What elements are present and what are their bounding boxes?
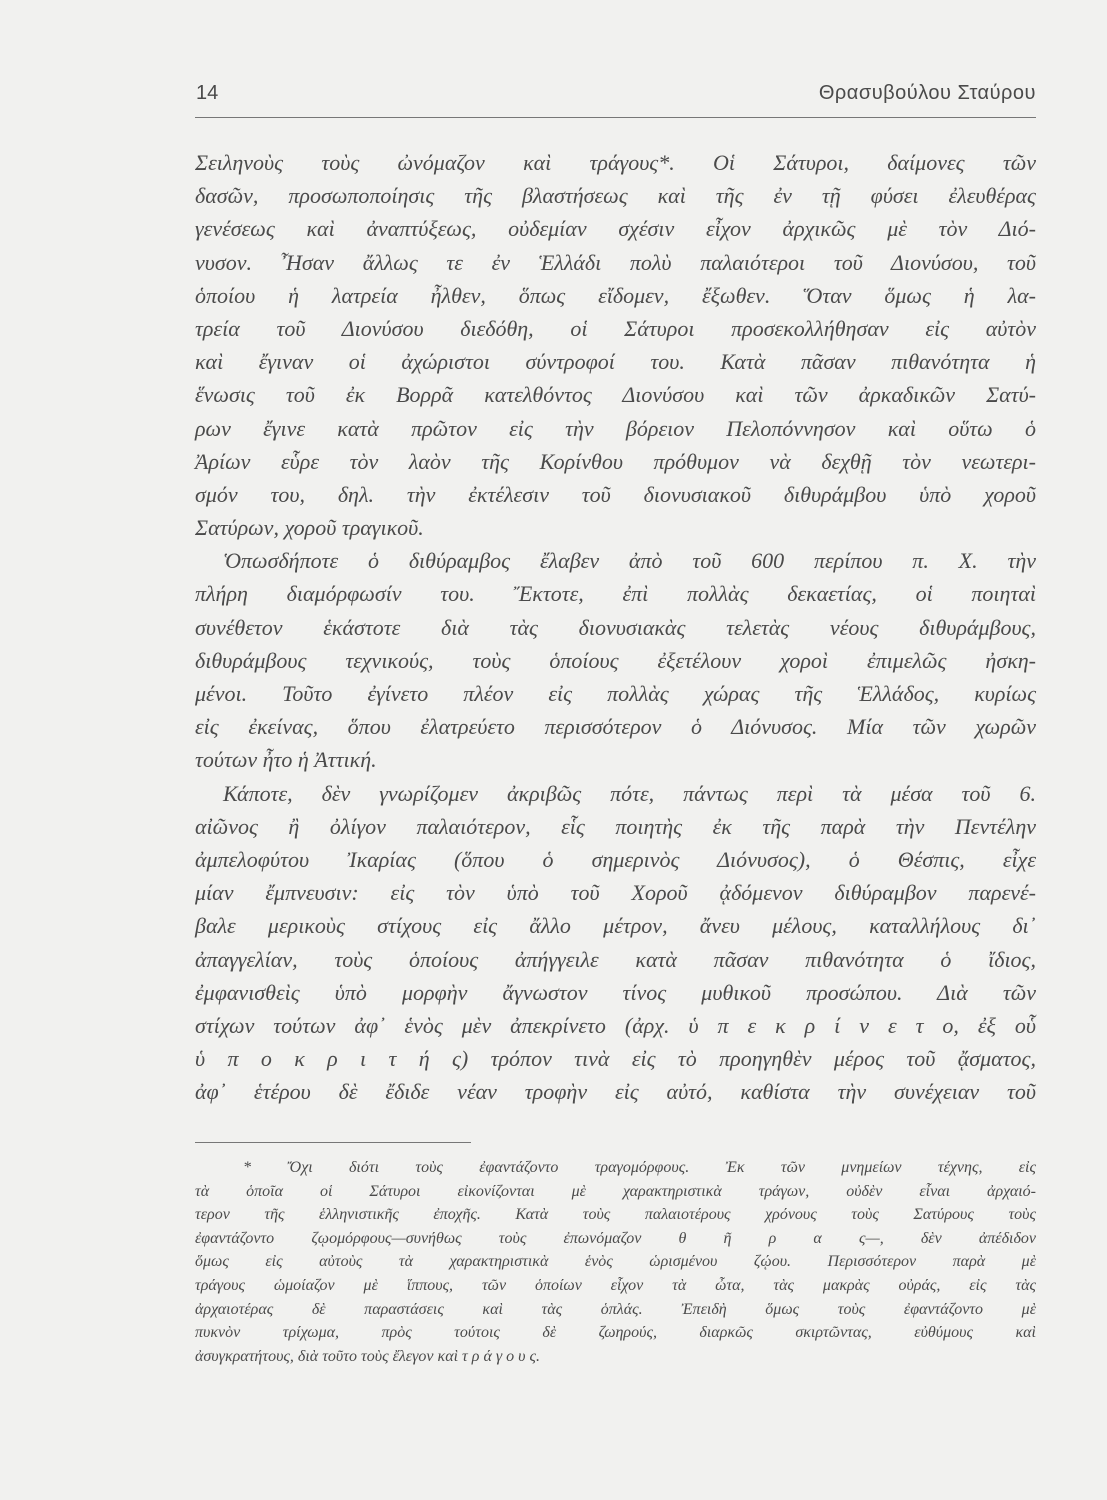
footnote-line: ἀρχαιοτέρας δὲ παραστάσεις καὶ τὰς ὁπλάς. Ἐπειδὴ ὅμως τοὺς ἐφαντάζοντο μὲ	[195, 1300, 1036, 1318]
footnote-line: * Ὄχι διότι τοὺς ἐφαντάζοντο τραγομόρφους. Ἐκ τῶν μνημείων τέχνης, εἰς	[243, 1159, 1036, 1176]
text-line: ὑ π ο κ ρ ι τ ή ς) τρόπον τινὰ εἰς τὸ προηγηθὲν μέρος τοῦ ᾄσματος,	[195, 1046, 1036, 1072]
running-title: Θρασυβούλου Σταύρου	[818, 82, 1036, 104]
text-line: συνέθετον ἑκάστοτε διὰ τὰς διονυσιακὰς τελετὰς νέους διθυράμβους,	[195, 614, 1036, 640]
footnote-line: ἐφαντάζοντο ζῳομόρφους—συνήθως τοὺς ἐπωνόμαζον θ ῆ ρ α ς—, δὲν ἀπέδιδον	[195, 1229, 1036, 1247]
page-number: 14	[196, 82, 219, 104]
footnote-line: πυκνὸν τρίχωμα, πρὸς τούτοις δὲ ζωηρούς, διαρκῶς σκιρτῶντας, εὐθύμους καὶ	[195, 1324, 1036, 1342]
footnote-line: τερον τῆς ἑλληνιστικῆς ἐποχῆς. Κατὰ τοὺς παλαιοτέρους χρόνους τοὺς Σατύρους τοὺς	[195, 1206, 1036, 1224]
header-rule	[195, 117, 1036, 118]
text-line: γενέσεως καὶ ἀναπτύξεως, οὐδεμίαν σχέσιν εἶχον ἀρχικῶς μὲ τὸν Διό-	[195, 216, 1036, 242]
text-line: καὶ ἔγιναν οἱ ἀχώριστοι σύντροφοί του. Κατὰ πᾶσαν πιθανότητα ἡ	[195, 349, 1036, 375]
text-line: νυσον. Ἦσαν ἄλλως τε ἐν Ἑλλάδι πολὺ παλαιότεροι τοῦ Διονύσου, τοῦ	[195, 249, 1036, 275]
footnote	[195, 1156, 1036, 1368]
text-line: ἀφ᾿ ἑτέρου δὲ ἔδιδε νέαν τροφὴν εἰς αὐτό, καθίστα τὴν συνέχειαν τοῦ	[195, 1079, 1036, 1105]
text-line: ὁποίου ἡ λατρεία ἦλθεν, ὅπως εἴδομεν, ἔξωθεν. Ὅταν ὅμως ἡ λα-	[195, 282, 1036, 308]
text-line: ἀπαγγελίαν, τοὺς ὁποίους ἀπήγγειλε κατὰ πᾶσαν πιθανότητα ὁ ἴδιος,	[195, 946, 1036, 972]
paragraph	[195, 777, 1036, 1109]
footnote-rule	[195, 1142, 471, 1143]
page-header	[196, 82, 1036, 112]
text-line: μένοι. Τοῦτο ἐγίνετο πλέον εἰς πολλὰς χώρας τῆς Ἑλλάδος, κυρίως	[195, 681, 1036, 706]
text-line: ρων ἔγινε κατὰ πρῶτον εἰς τὴν βόρειον Πελοπόννησον καὶ οὕτω ὁ	[195, 415, 1036, 441]
footnote-line: τράγους ὡμοίαζον μὲ ἵππους, τῶν ὁποίων εἶχον τὰ ὦτα, τὰς μακρὰς οὐράς, εἰς τὰς	[195, 1276, 1036, 1294]
text-line: μίαν ἔμπνευσιν: εἰς τὸν ὑπὸ τοῦ Χοροῦ ᾀδόμενον διθύραμβον παρενέ-	[195, 880, 1036, 906]
paragraph	[195, 146, 1036, 544]
text-line: πλήρη διαμόρφωσίν του. Ἔκτοτε, ἐπὶ πολλὰς δεκαετίας, οἱ ποιηταὶ	[195, 581, 1036, 607]
text-line: Σατύρων, χοροῦ τραγικοῦ.	[195, 515, 424, 541]
main-text	[195, 146, 1036, 1108]
text-line: σμόν του, δηλ. τὴν ἐκτέλεσιν τοῦ διονυσιακοῦ διθυράμβου ὑπὸ χοροῦ	[195, 481, 1036, 507]
text-line: Σειληνοὺς τοὺς ὠνόμαζον καὶ τράγους*. Οἱ Σάτυροι, δαίμονες τῶν	[195, 150, 1036, 175]
text-line: στίχων τούτων ἀφ᾿ ἑνὸς μὲν ἀπεκρίνετο (ἀρχ. ὑ π ε κ ρ ί ν ε τ ο, ἐξ οὗ	[195, 1012, 1036, 1038]
text-line: δασῶν, προσωποποίησις τῆς βλαστήσεως καὶ τῆς ἐν τῇ φύσει ἐλευθέρας	[195, 183, 1036, 209]
text-line: Ἀρίων εὗρε τὸν λαὸν τῆς Κορίνθου πρόθυμον νὰ δεχθῇ τὸν νεωτερι-	[195, 448, 1036, 474]
text-line: ἐμφανισθεὶς ὑπὸ μορφὴν ἄγνωστον τίνος μυθικοῦ προσώπου. Διὰ τῶν	[195, 979, 1036, 1005]
text-line: τρεία τοῦ Διονύσου διεδόθη, οἱ Σάτυροι προσεκολλήθησαν εἰς αὐτὸν	[195, 315, 1036, 341]
text-line: εἰς ἐκείνας, ὅπου ἐλατρεύετο περισσότερον ὁ Διόνυσος. Μία τῶν χωρῶν	[195, 714, 1036, 740]
paragraph	[195, 544, 1036, 776]
footnote-line: ὅμως εἰς αὐτοὺς τὰ χαρακτηριστικὰ ἑνὸς ὡρισμένου ζῴου. Περισσότερον παρὰ μὲ	[195, 1253, 1036, 1271]
text-line: βαλε μερικοὺς στίχους εἰς ἄλλο μέτρον, ἄνευ μέλους, καταλλήλους δι᾿	[195, 913, 1036, 939]
text-line: Ὁπωσδήποτε ὁ διθύραμβος ἔλαβεν ἀπὸ τοῦ 600 περίπου π. Χ. τὴν	[223, 548, 1036, 574]
text-line: ἀμπελοφύτου Ἰκαρίας (ὅπου ὁ σημερινὸς Διόνυσος), ὁ Θέσπις, εἶχε	[195, 846, 1036, 872]
text-line: τούτων ἦτο ἡ Ἀττική.	[195, 747, 377, 773]
text-line: ἕνωσις τοῦ ἐκ Βορρᾶ κατελθόντος Διονύσου καὶ τῶν ἀρκαδικῶν Σατύ-	[195, 382, 1036, 408]
footnote-line: ἀσυγκρατήτους, διὰ τοῦτο τοὺς ἔλεγον καὶ τ ρ ά γ ο υ ς.	[195, 1347, 540, 1365]
footnote-line: τὰ ὁποῖα οἱ Σάτυροι εἰκονίζονται μὲ χαρακτηριστικὰ τράγων, οὐδὲν εἶναι ἀρχαιό-	[195, 1182, 1036, 1200]
text-line: αἰῶνος ἢ ὀλίγον παλαιότερον, εἷς ποιητὴς ἐκ τῆς παρὰ τὴν Πεντέλην	[195, 813, 1036, 839]
text-line: Κάποτε, δὲν γνωρίζομεν ἀκριβῶς πότε, πάντως περὶ τὰ μέσα τοῦ 6.	[223, 780, 1036, 806]
text-line: διθυράμβους τεχνικούς, τοὺς ὁποίους ἐξετέλουν χοροὶ ἐπιμελῶς ἠσκη-	[195, 647, 1036, 673]
